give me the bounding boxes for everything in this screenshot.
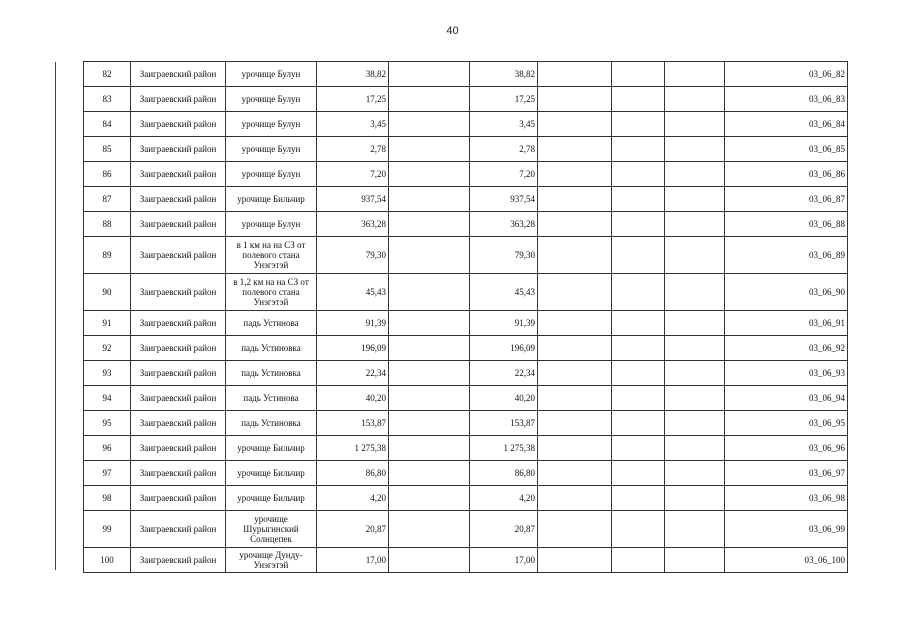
table-row bbox=[84, 187, 848, 212]
land-plots-table bbox=[83, 61, 848, 573]
row-number-cell: 90 bbox=[84, 274, 131, 311]
table-row bbox=[84, 511, 848, 548]
col-g-cell bbox=[665, 112, 725, 137]
site-name-cell: урочище Бильчир bbox=[226, 436, 317, 461]
col-g-cell bbox=[665, 137, 725, 162]
total-area-cell: 153,87 bbox=[317, 411, 389, 436]
area-col-c-cell: 3,45 bbox=[470, 112, 538, 137]
site-name-cell: урочище Бильчир bbox=[226, 461, 317, 486]
page-number: 40 bbox=[446, 25, 459, 37]
area-col-c-cell: 45,43 bbox=[470, 274, 538, 311]
area-col-c-cell: 4,20 bbox=[470, 486, 538, 511]
col-e-cell bbox=[538, 274, 612, 311]
plot-code-cell: 03_06_95 bbox=[725, 411, 848, 436]
area-col-c-cell: 38,82 bbox=[470, 62, 538, 87]
district-cell: Заиграевский район bbox=[131, 87, 226, 112]
table-row bbox=[84, 311, 848, 336]
col-e-cell bbox=[538, 87, 612, 112]
table-row bbox=[84, 274, 848, 311]
site-name-cell: падь Устиновка bbox=[226, 411, 317, 436]
total-area-cell: 4,20 bbox=[317, 486, 389, 511]
row-number-cell: 100 bbox=[84, 548, 131, 573]
site-name-cell: урочище Булун bbox=[226, 112, 317, 137]
total-area-cell: 79,30 bbox=[317, 237, 389, 274]
area-col-b-cell bbox=[389, 486, 470, 511]
col-f-cell bbox=[612, 137, 665, 162]
plot-code-cell: 03_06_99 bbox=[725, 511, 848, 548]
area-col-c-cell: 937,54 bbox=[470, 187, 538, 212]
area-col-c-cell: 22,34 bbox=[470, 361, 538, 386]
row-number-cell: 84 bbox=[84, 112, 131, 137]
area-col-c-cell: 40,20 bbox=[470, 386, 538, 411]
col-e-cell bbox=[538, 461, 612, 486]
district-cell: Заиграевский район bbox=[131, 237, 226, 274]
district-cell: Заиграевский район bbox=[131, 112, 226, 137]
site-name-cell: падь Устиновка bbox=[226, 336, 317, 361]
area-col-c-cell: 79,30 bbox=[470, 237, 538, 274]
site-name-cell: урочище Бильчир bbox=[226, 486, 317, 511]
district-cell: Заиграевский район bbox=[131, 274, 226, 311]
district-cell: Заиграевский район bbox=[131, 336, 226, 361]
col-f-cell bbox=[612, 436, 665, 461]
col-e-cell bbox=[538, 237, 612, 274]
total-area-cell: 3,45 bbox=[317, 112, 389, 137]
total-area-cell: 20,87 bbox=[317, 511, 389, 548]
district-cell: Заиграевский район bbox=[131, 187, 226, 212]
district-cell: Заиграевский район bbox=[131, 386, 226, 411]
col-f-cell bbox=[612, 187, 665, 212]
site-name-cell: в 1 км на на СЗ от полевого стана Унэгэтэй bbox=[226, 237, 317, 274]
row-number-cell: 87 bbox=[84, 187, 131, 212]
site-name-cell: урочище Бильчир bbox=[226, 187, 317, 212]
col-g-cell bbox=[665, 311, 725, 336]
col-g-cell bbox=[665, 548, 725, 573]
row-number-cell: 82 bbox=[84, 62, 131, 87]
area-col-b-cell bbox=[389, 187, 470, 212]
district-cell: Заиграевский район bbox=[131, 411, 226, 436]
plot-code-cell: 03_06_93 bbox=[725, 361, 848, 386]
area-col-b-cell bbox=[389, 436, 470, 461]
district-cell: Заиграевский район bbox=[131, 461, 226, 486]
area-col-c-cell: 17,00 bbox=[470, 548, 538, 573]
col-e-cell bbox=[538, 162, 612, 187]
area-col-b-cell bbox=[389, 162, 470, 187]
plot-code-cell: 03_06_84 bbox=[725, 112, 848, 137]
district-cell: Заиграевский район bbox=[131, 162, 226, 187]
area-col-b-cell bbox=[389, 237, 470, 274]
plot-code-cell: 03_06_90 bbox=[725, 274, 848, 311]
plot-code-cell: 03_06_89 bbox=[725, 237, 848, 274]
col-f-cell bbox=[612, 62, 665, 87]
table-row bbox=[84, 237, 848, 274]
col-g-cell bbox=[665, 336, 725, 361]
area-col-b-cell bbox=[389, 361, 470, 386]
col-g-cell bbox=[665, 486, 725, 511]
area-col-c-cell: 20,87 bbox=[470, 511, 538, 548]
district-cell: Заиграевский район bbox=[131, 361, 226, 386]
row-number-cell: 98 bbox=[84, 486, 131, 511]
col-e-cell bbox=[538, 336, 612, 361]
total-area-cell: 22,34 bbox=[317, 361, 389, 386]
col-f-cell bbox=[612, 386, 665, 411]
area-col-b-cell bbox=[389, 87, 470, 112]
table-row bbox=[84, 87, 848, 112]
district-cell: Заиграевский район bbox=[131, 62, 226, 87]
col-e-cell bbox=[538, 212, 612, 237]
col-g-cell bbox=[665, 461, 725, 486]
row-number-cell: 93 bbox=[84, 361, 131, 386]
row-number-cell: 99 bbox=[84, 511, 131, 548]
col-g-cell bbox=[665, 212, 725, 237]
site-name-cell: урочище Булун bbox=[226, 212, 317, 237]
table-row bbox=[84, 411, 848, 436]
plot-code-cell: 03_06_87 bbox=[725, 187, 848, 212]
total-area-cell: 40,20 bbox=[317, 386, 389, 411]
district-cell: Заиграевский район bbox=[131, 436, 226, 461]
col-e-cell bbox=[538, 311, 612, 336]
area-col-b-cell bbox=[389, 461, 470, 486]
table-row bbox=[84, 162, 848, 187]
col-g-cell bbox=[665, 511, 725, 548]
plot-code-cell: 03_06_96 bbox=[725, 436, 848, 461]
table-row bbox=[84, 386, 848, 411]
col-g-cell bbox=[665, 87, 725, 112]
col-g-cell bbox=[665, 274, 725, 311]
col-f-cell bbox=[612, 311, 665, 336]
site-name-cell: урочище Дунду-Унэгэтэй bbox=[226, 548, 317, 573]
col-g-cell bbox=[665, 361, 725, 386]
district-cell: Заиграевский район bbox=[131, 137, 226, 162]
col-e-cell bbox=[538, 511, 612, 548]
site-name-cell: урочище Шурыгинский Солнцепек bbox=[226, 511, 317, 548]
row-number-cell: 92 bbox=[84, 336, 131, 361]
total-area-cell: 937,54 bbox=[317, 187, 389, 212]
row-number-cell: 88 bbox=[84, 212, 131, 237]
col-g-cell bbox=[665, 187, 725, 212]
site-name-cell: урочище Булун bbox=[226, 62, 317, 87]
area-col-b-cell bbox=[389, 212, 470, 237]
area-col-b-cell bbox=[389, 336, 470, 361]
table-row bbox=[84, 137, 848, 162]
area-col-c-cell: 7,20 bbox=[470, 162, 538, 187]
district-cell: Заиграевский район bbox=[131, 511, 226, 548]
col-e-cell bbox=[538, 486, 612, 511]
total-area-cell: 2,78 bbox=[317, 137, 389, 162]
col-e-cell bbox=[538, 436, 612, 461]
area-col-c-cell: 1 275,38 bbox=[470, 436, 538, 461]
table-row bbox=[84, 461, 848, 486]
col-f-cell bbox=[612, 162, 665, 187]
site-name-cell: урочище Булун bbox=[226, 137, 317, 162]
row-number-cell: 83 bbox=[84, 87, 131, 112]
col-e-cell bbox=[538, 62, 612, 87]
row-number-cell: 89 bbox=[84, 237, 131, 274]
col-f-cell bbox=[612, 486, 665, 511]
plot-code-cell: 03_06_91 bbox=[725, 311, 848, 336]
district-cell: Заиграевский район bbox=[131, 311, 226, 336]
row-number-cell: 86 bbox=[84, 162, 131, 187]
col-e-cell bbox=[538, 361, 612, 386]
col-g-cell bbox=[665, 162, 725, 187]
plot-code-cell: 03_06_100 bbox=[725, 548, 848, 573]
col-f-cell bbox=[612, 511, 665, 548]
district-cell: Заиграевский район bbox=[131, 212, 226, 237]
col-f-cell bbox=[612, 274, 665, 311]
col-f-cell bbox=[612, 87, 665, 112]
area-col-b-cell bbox=[389, 137, 470, 162]
total-area-cell: 45,43 bbox=[317, 274, 389, 311]
plot-code-cell: 03_06_94 bbox=[725, 386, 848, 411]
table-row bbox=[84, 436, 848, 461]
row-number-cell: 94 bbox=[84, 386, 131, 411]
area-col-b-cell bbox=[389, 511, 470, 548]
total-area-cell: 86,80 bbox=[317, 461, 389, 486]
area-col-b-cell bbox=[389, 62, 470, 87]
col-g-cell bbox=[665, 411, 725, 436]
area-col-c-cell: 17,25 bbox=[470, 87, 538, 112]
total-area-cell: 91,39 bbox=[317, 311, 389, 336]
table-row bbox=[84, 212, 848, 237]
left-margin-line bbox=[55, 62, 56, 570]
table-row bbox=[84, 548, 848, 573]
table-row bbox=[84, 336, 848, 361]
total-area-cell: 363,28 bbox=[317, 212, 389, 237]
total-area-cell: 196,09 bbox=[317, 336, 389, 361]
row-number-cell: 85 bbox=[84, 137, 131, 162]
col-e-cell bbox=[538, 137, 612, 162]
col-e-cell bbox=[538, 548, 612, 573]
district-cell: Заиграевский район bbox=[131, 486, 226, 511]
area-col-c-cell: 153,87 bbox=[470, 411, 538, 436]
site-name-cell: падь Устиновка bbox=[226, 361, 317, 386]
row-number-cell: 96 bbox=[84, 436, 131, 461]
total-area-cell: 17,25 bbox=[317, 87, 389, 112]
area-col-c-cell: 2,78 bbox=[470, 137, 538, 162]
plot-code-cell: 03_06_97 bbox=[725, 461, 848, 486]
district-cell: Заиграевский район bbox=[131, 548, 226, 573]
area-col-b-cell bbox=[389, 274, 470, 311]
plot-code-cell: 03_06_86 bbox=[725, 162, 848, 187]
area-col-b-cell bbox=[389, 112, 470, 137]
site-name-cell: в 1,2 км на на СЗ от полевого стана Унэгэтэй bbox=[226, 274, 317, 311]
col-g-cell bbox=[665, 237, 725, 274]
total-area-cell: 17,00 bbox=[317, 548, 389, 573]
col-g-cell bbox=[665, 436, 725, 461]
site-name-cell: урочище Булун bbox=[226, 87, 317, 112]
table-row bbox=[84, 361, 848, 386]
col-e-cell bbox=[538, 187, 612, 212]
table-row bbox=[84, 486, 848, 511]
col-g-cell bbox=[665, 62, 725, 87]
plot-code-cell: 03_06_98 bbox=[725, 486, 848, 511]
col-e-cell bbox=[538, 411, 612, 436]
col-f-cell bbox=[612, 548, 665, 573]
row-number-cell: 97 bbox=[84, 461, 131, 486]
col-g-cell bbox=[665, 386, 725, 411]
col-f-cell bbox=[612, 212, 665, 237]
area-col-c-cell: 363,28 bbox=[470, 212, 538, 237]
plot-code-cell: 03_06_83 bbox=[725, 87, 848, 112]
col-f-cell bbox=[612, 461, 665, 486]
area-col-b-cell bbox=[389, 411, 470, 436]
area-col-c-cell: 86,80 bbox=[470, 461, 538, 486]
area-col-c-cell: 91,39 bbox=[470, 311, 538, 336]
col-f-cell bbox=[612, 237, 665, 274]
col-f-cell bbox=[612, 112, 665, 137]
col-f-cell bbox=[612, 336, 665, 361]
area-col-b-cell bbox=[389, 548, 470, 573]
table-row bbox=[84, 112, 848, 137]
col-e-cell bbox=[538, 386, 612, 411]
total-area-cell: 7,20 bbox=[317, 162, 389, 187]
site-name-cell: падь Устинова bbox=[226, 386, 317, 411]
site-name-cell: падь Устинова bbox=[226, 311, 317, 336]
total-area-cell: 1 275,38 bbox=[317, 436, 389, 461]
plot-code-cell: 03_06_82 bbox=[725, 62, 848, 87]
area-col-b-cell bbox=[389, 386, 470, 411]
area-col-c-cell: 196,09 bbox=[470, 336, 538, 361]
col-e-cell bbox=[538, 112, 612, 137]
plot-code-cell: 03_06_88 bbox=[725, 212, 848, 237]
plot-code-cell: 03_06_85 bbox=[725, 137, 848, 162]
col-f-cell bbox=[612, 361, 665, 386]
site-name-cell: урочище Булун bbox=[226, 162, 317, 187]
total-area-cell: 38,82 bbox=[317, 62, 389, 87]
area-col-b-cell bbox=[389, 311, 470, 336]
row-number-cell: 95 bbox=[84, 411, 131, 436]
col-f-cell bbox=[612, 411, 665, 436]
table-row bbox=[84, 62, 848, 87]
row-number-cell: 91 bbox=[84, 311, 131, 336]
plot-code-cell: 03_06_92 bbox=[725, 336, 848, 361]
